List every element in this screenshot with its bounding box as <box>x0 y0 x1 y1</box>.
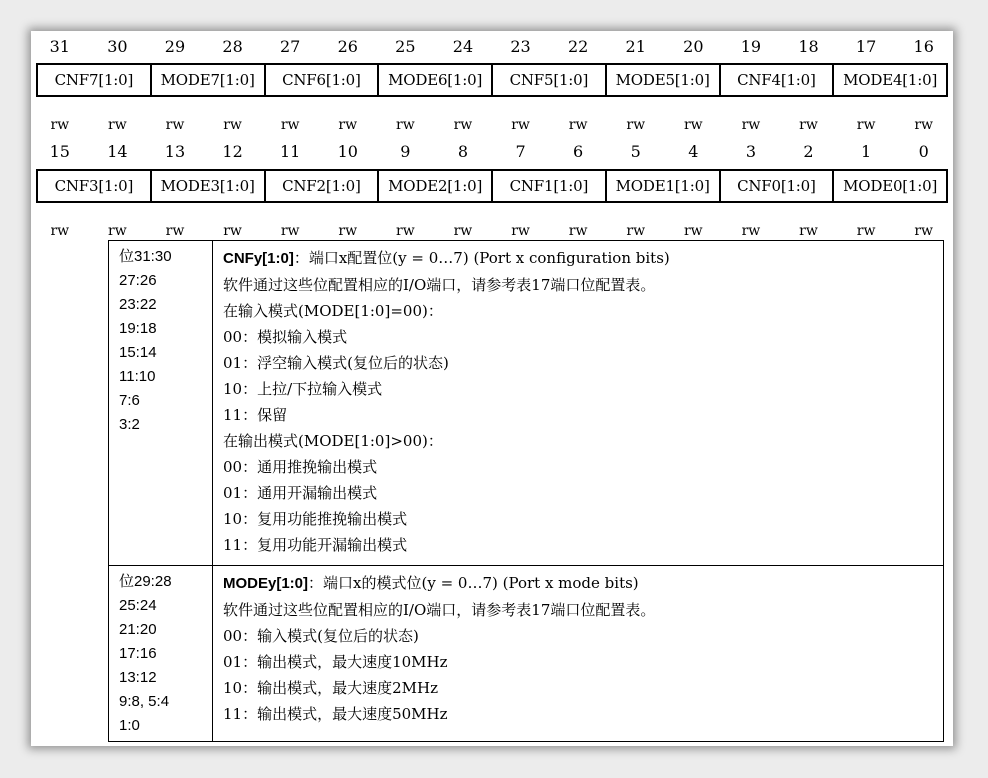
access-label: rw <box>338 223 358 239</box>
bit-number-row-high <box>31 37 953 56</box>
bit-number: 2 <box>803 142 814 161</box>
bit-number: 16 <box>913 37 934 56</box>
description-line: 00：输入模式(复位后的状态) <box>223 627 419 645</box>
mode-bit-positions <box>109 566 213 742</box>
bit-number: 1 <box>861 142 872 161</box>
access-label: rw <box>338 117 358 133</box>
description-line: 在输入模式(MODE[1:0]=00)： <box>223 302 443 320</box>
bit-number: 9 <box>400 142 411 161</box>
register-field: CNF0[1:0] <box>721 171 835 201</box>
description-line: 软件通过这些位配置相应的I/O端口，请参考表17端口位配置表。 <box>223 276 656 294</box>
mode-description-text <box>213 566 655 742</box>
access-label: rw <box>223 223 242 239</box>
bit-range: 7:6 <box>119 392 140 409</box>
bit-number: 8 <box>457 142 469 161</box>
bit-range: 3:2 <box>119 416 140 433</box>
field-row-high <box>36 63 948 97</box>
register-field: MODE6[1:0] <box>379 65 493 95</box>
access-label: rw <box>165 223 185 239</box>
register-field: CNF5[1:0] <box>493 65 607 95</box>
bit-number: 3 <box>745 142 757 161</box>
mode-field-name: MODEy[1:0] <box>223 575 309 592</box>
access-label: rw <box>280 223 300 239</box>
bit-number: 18 <box>798 37 819 56</box>
bit-number: 27 <box>279 37 301 56</box>
access-label: rw <box>165 117 185 133</box>
register-field: MODE4[1:0] <box>834 65 948 95</box>
description-line: 在输出模式(MODE[1:0]>00)： <box>223 432 443 450</box>
register-field: CNF6[1:0] <box>266 65 380 95</box>
bit-number: 0 <box>918 142 929 161</box>
register-field: MODE7[1:0] <box>152 65 266 95</box>
description-line: 11：保留 <box>223 406 288 424</box>
access-label: rw <box>741 117 761 133</box>
access-label: rw <box>108 223 127 239</box>
access-label: rw <box>683 117 703 133</box>
access-label: rw <box>914 223 934 239</box>
bit-number: 25 <box>395 37 416 56</box>
bit-range: 17:16 <box>119 645 157 662</box>
bit-number: 6 <box>573 142 584 161</box>
register-field: MODE1[1:0] <box>607 171 721 201</box>
register-field: MODE3[1:0] <box>152 171 266 201</box>
bit-number: 26 <box>337 37 358 56</box>
mode-title-rest: ：端口x的模式位(y = 0…7) (Port x mode bits) <box>308 574 639 592</box>
access-label: rw <box>856 117 876 133</box>
bit-number: 10 <box>337 142 358 161</box>
bit-number: 30 <box>107 37 128 56</box>
register-field: MODE5[1:0] <box>607 65 721 95</box>
bit-number: 4 <box>688 142 699 161</box>
access-label: rw <box>108 117 127 133</box>
bit-number: 24 <box>452 37 474 56</box>
bit-range: 21:20 <box>119 621 157 638</box>
description-line: 00：通用推挽输出模式 <box>223 458 378 476</box>
description-line: 10：上拉/下拉输入模式 <box>223 380 383 398</box>
access-label: rw <box>683 223 703 239</box>
cnf-field-name: CNFy[1:0] <box>223 250 294 267</box>
bit-number: 19 <box>740 37 762 56</box>
access-label: rw <box>741 223 761 239</box>
access-label: rw <box>626 223 646 239</box>
register-field: MODE2[1:0] <box>379 171 493 201</box>
bit-number: 7 <box>515 142 526 161</box>
access-label: rw <box>453 117 473 133</box>
bit-number: 29 <box>164 37 186 56</box>
mode-description-row <box>109 566 943 742</box>
bit-range: 1:0 <box>119 717 140 734</box>
bit-number: 31 <box>49 37 70 56</box>
bit-number-row-low <box>31 142 953 161</box>
description-line: 11：输出模式，最大速度50MHz <box>223 705 448 723</box>
bit-range: 13:12 <box>119 669 157 686</box>
access-label: rw <box>396 223 415 239</box>
access-label: rw <box>914 117 934 133</box>
description-line: 软件通过这些位配置相应的I/O端口，请参考表17端口位配置表。 <box>223 601 656 619</box>
description-line: 01：输出模式，最大速度10MHz <box>223 653 448 671</box>
bit-range: 位29:28 <box>119 573 172 590</box>
access-label: rw <box>50 223 70 239</box>
register-document <box>31 31 953 746</box>
bit-number: 21 <box>625 37 646 56</box>
access-label: rw <box>626 117 646 133</box>
description-line: 01：通用开漏输出模式 <box>223 484 378 502</box>
bit-number: 22 <box>567 37 589 56</box>
field-row-low <box>36 169 948 203</box>
register-field: MODE0[1:0] <box>834 171 948 201</box>
cnf-description-row <box>109 241 943 566</box>
access-label: rw <box>568 117 588 133</box>
access-label: rw <box>856 223 876 239</box>
bit-number: 15 <box>49 142 70 161</box>
bit-range: 11:10 <box>119 368 156 385</box>
bit-number: 14 <box>107 142 128 161</box>
access-label: rw <box>511 117 530 133</box>
register-field: CNF1[1:0] <box>493 171 607 201</box>
bit-range: 25:24 <box>119 597 157 614</box>
cnf-bit-positions <box>109 241 213 565</box>
access-label: rw <box>799 223 818 239</box>
access-label: rw <box>568 223 588 239</box>
description-line: 00：模拟输入模式 <box>223 328 348 346</box>
bit-number: 5 <box>630 142 641 161</box>
access-label: rw <box>511 223 530 239</box>
description-line: 11：复用功能开漏输出模式 <box>223 536 408 554</box>
access-label: rw <box>799 117 818 133</box>
cnf-description-text <box>213 241 670 565</box>
cnf-title <box>223 245 670 272</box>
access-row-high <box>31 117 953 133</box>
bit-number: 17 <box>855 37 877 56</box>
access-label: rw <box>223 117 242 133</box>
bit-number: 23 <box>510 37 531 56</box>
bit-number: 20 <box>683 37 704 56</box>
description-line: 01：浮空输入模式(复位后的状态) <box>223 354 449 372</box>
access-row-low <box>31 223 953 239</box>
bit-number: 13 <box>164 142 186 161</box>
access-label: rw <box>50 117 70 133</box>
bit-range: 15:14 <box>119 344 157 361</box>
bit-range: 位31:30 <box>119 248 172 265</box>
register-field: CNF3[1:0] <box>38 171 152 201</box>
description-line: 10：输出模式，最大速度2MHz <box>223 679 438 697</box>
register-field: CNF7[1:0] <box>38 65 152 95</box>
register-field: CNF4[1:0] <box>721 65 835 95</box>
access-label: rw <box>396 117 415 133</box>
access-label: rw <box>453 223 473 239</box>
cnf-title-rest: ：端口x配置位(y = 0…7) (Port x configuration bits) <box>293 249 670 267</box>
bit-number: 12 <box>222 142 243 161</box>
bit-range: 23:22 <box>119 296 157 313</box>
bit-range: 27:26 <box>119 272 157 289</box>
access-label: rw <box>280 117 300 133</box>
description-line: 10：复用功能推挽输出模式 <box>223 510 408 528</box>
bit-description-table <box>108 240 944 742</box>
bit-range: 19:18 <box>119 320 157 337</box>
bit-number: 28 <box>222 37 243 56</box>
register-field: CNF2[1:0] <box>266 171 380 201</box>
bit-range: 9:8, 5:4 <box>119 693 170 710</box>
bit-number: 11 <box>279 142 301 161</box>
mode-title <box>223 570 655 597</box>
